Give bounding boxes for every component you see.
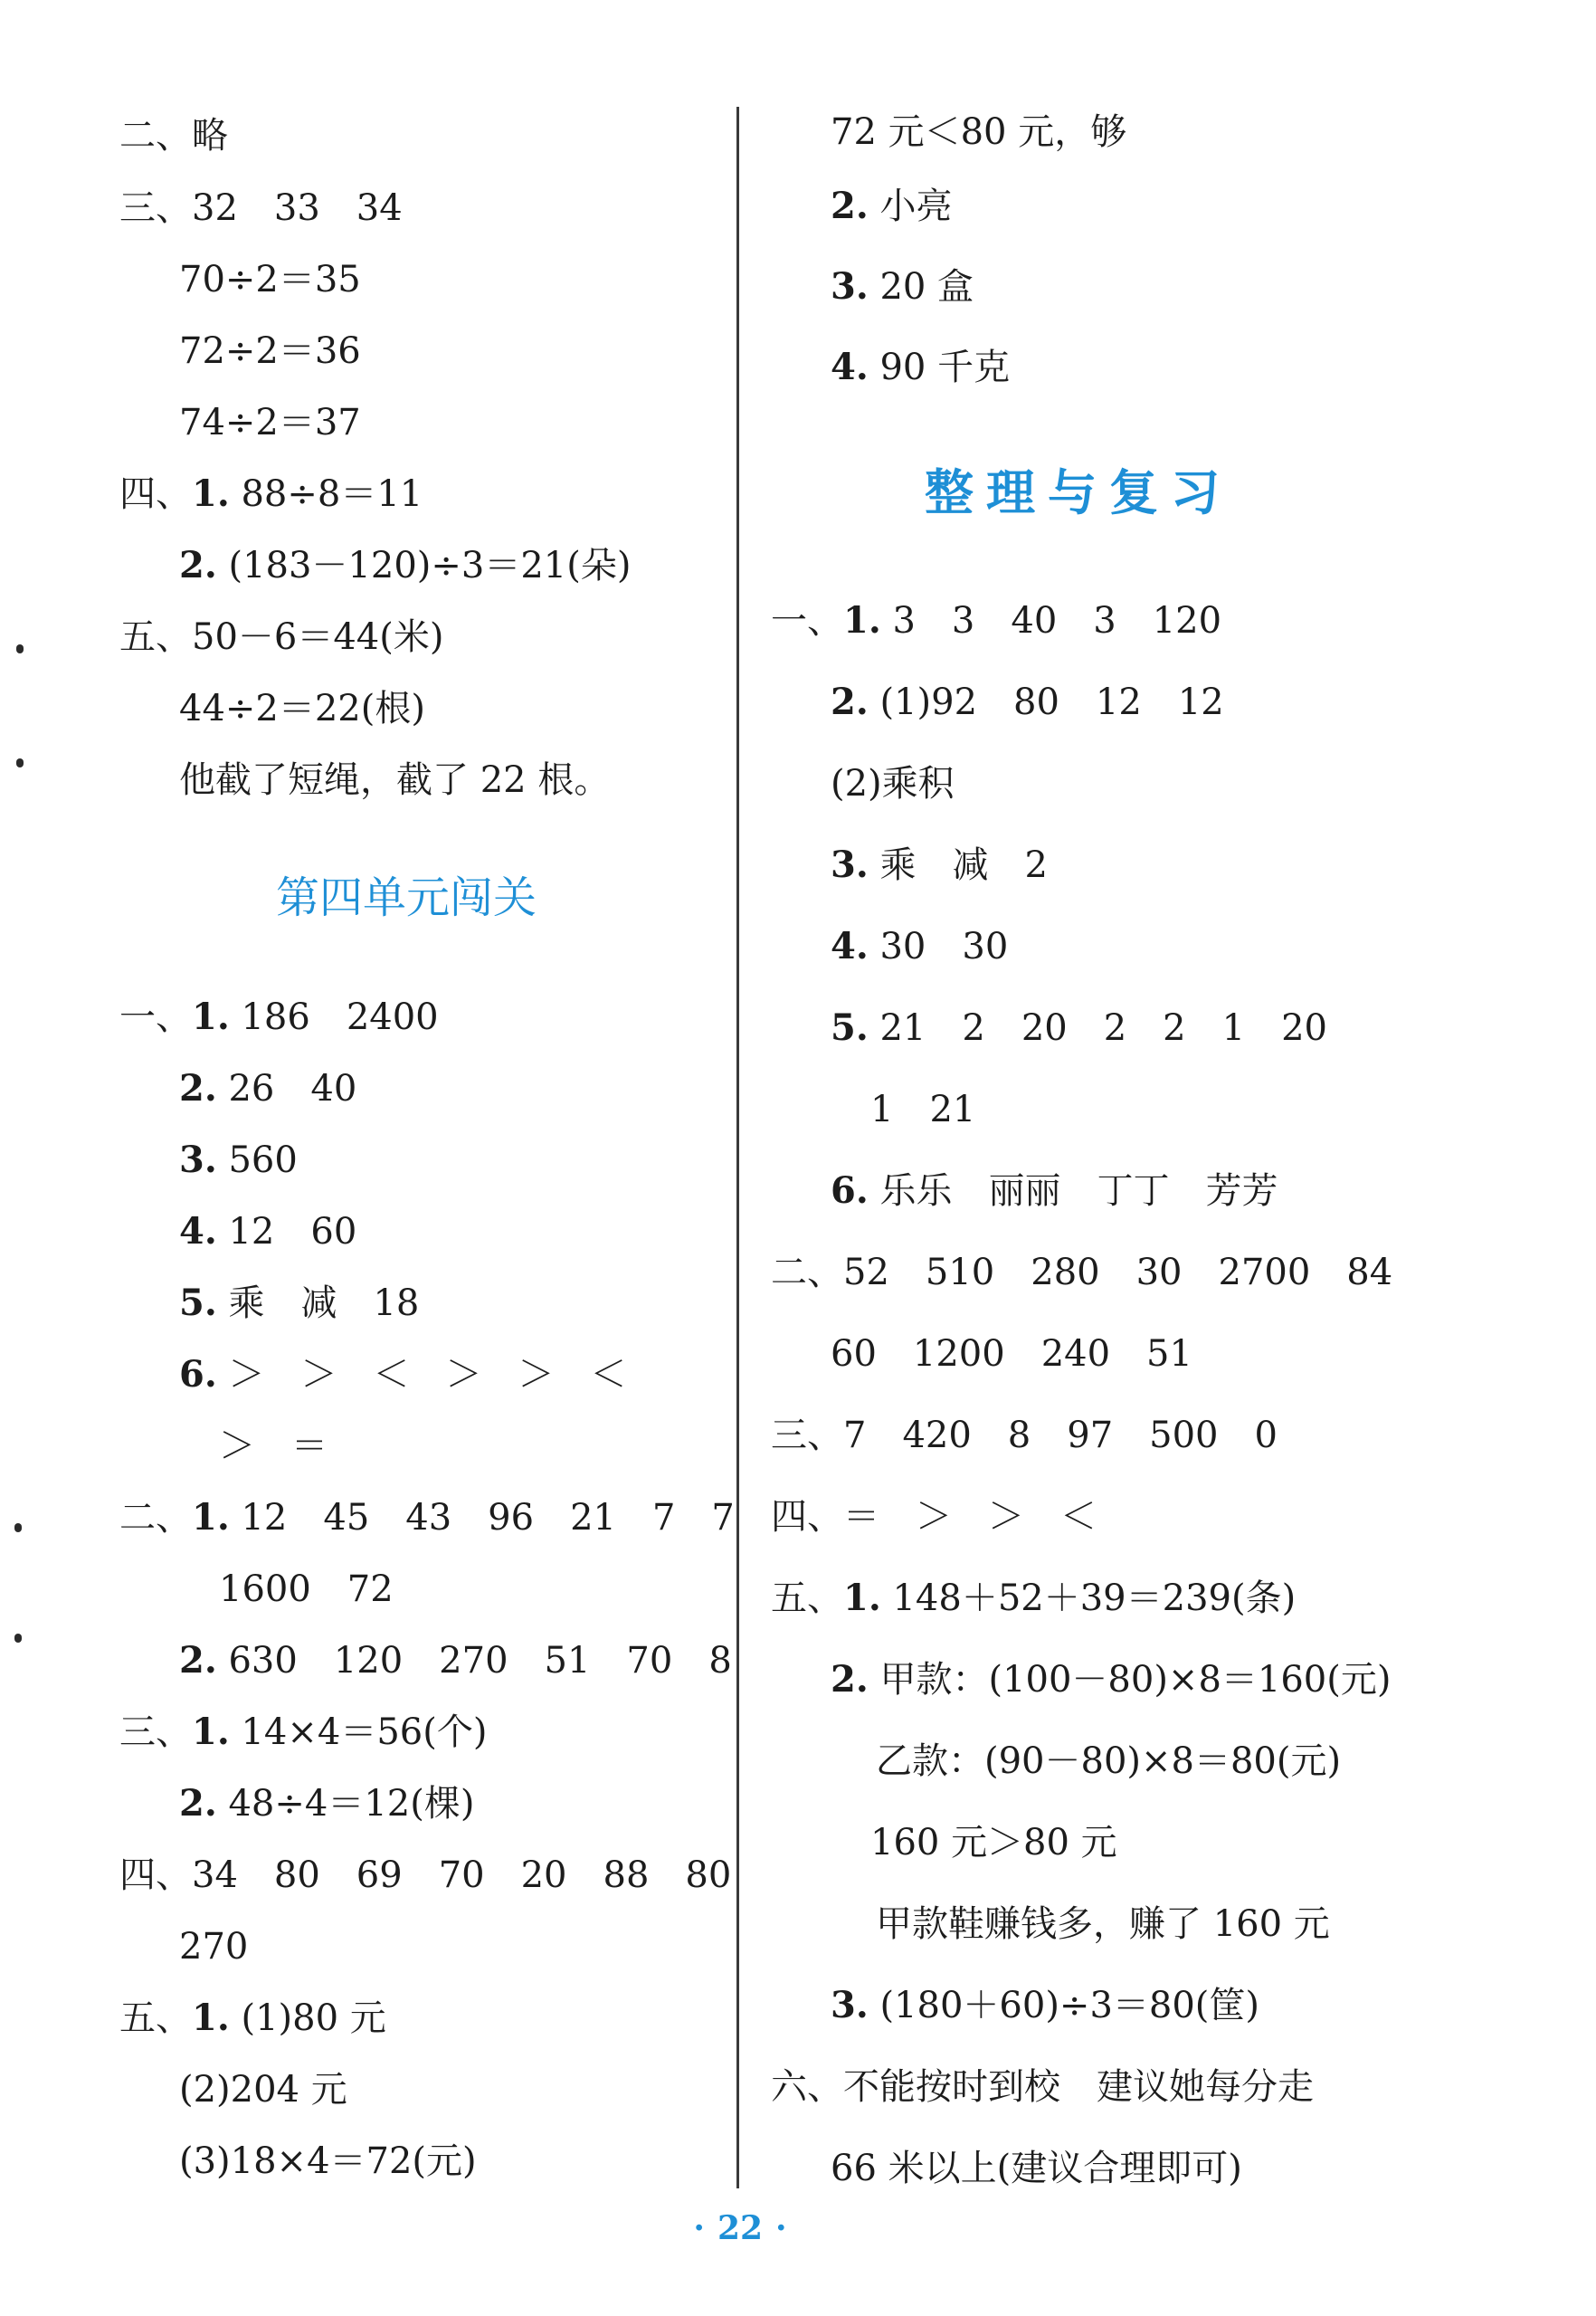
right-line-21: 甲款鞋赚钱多，赚了 160 元 [876,1903,1330,1945]
left-line-14: 4. 12 60 [179,1210,357,1253]
left-line-27: (3)18×4＝72(元) [179,2140,477,2182]
left-line-23: 四、34 80 69 70 20 88 80 [119,1854,732,1896]
right-line-2: 2. 小亮 [831,185,953,227]
right-line-4: 4. 90 千克 [831,346,1011,388]
left-line-16: 6. ＞ ＞ ＜ ＞ ＞ ＜ [179,1353,627,1396]
left-line-6: 四、1. 88÷8＝11 [119,472,423,515]
scan-speck [16,758,24,767]
page-number [677,2206,803,2250]
footer-dot-right: · [775,2209,787,2247]
left-line-11: 一、1. 186 2400 [119,996,439,1038]
right-line-14: 60 1200 240 51 [831,1333,1192,1375]
right-line-3: 3. 20 盒 [831,265,974,308]
footer-dot-left: · [693,2209,705,2247]
right-line-8: 3. 乘 减 2 [831,843,1048,886]
left-line-2: 三、32 33 34 [119,187,403,229]
left-line-19: 1600 72 [219,1568,394,1610]
left-line-8: 五、50－6＝44(米) [119,616,444,658]
right-line-1: 72 元＜80 元，够 [831,111,1127,153]
scan-speck [14,1523,22,1532]
left-line-20: 2. 630 120 270 51 70 8 [179,1639,732,1682]
left-line-9: 44÷2＝22(根) [179,688,425,729]
right-line-7: (2)乘积 [831,763,955,805]
left-line-24: 270 [179,1926,249,1968]
section-title-review: 整理与复习 [925,464,1232,521]
right-line-18: 2. 甲款：(100－80)×8＝160(元) [831,1658,1392,1701]
right-line-15: 三、7 420 8 97 500 0 [771,1415,1278,1456]
right-line-24: 66 米以上(建议合理即可) [831,2148,1242,2189]
right-line-17: 五、1. 148＋52＋39＝239(条) [771,1577,1297,1619]
scan-speck [16,644,24,653]
left-line-3: 70÷2＝35 [179,259,361,300]
left-line-1: 二、略 [119,115,228,157]
left-line-17: ＞ ＝ [219,1425,328,1467]
right-line-16: 四、＝ ＞ ＞ ＜ [771,1496,1097,1538]
right-line-11: 1 21 [870,1089,976,1130]
right-line-12: 6. 乐乐 丽丽 丁丁 芳芳 [831,1169,1278,1212]
page-number-value: 22 [717,2209,764,2247]
right-line-5: 一、1. 3 3 40 3 120 [771,599,1222,642]
right-line-19: 乙款：(90－80)×8＝80(元) [876,1740,1342,1782]
left-line-13: 3. 560 [179,1139,298,1181]
right-line-10: 5. 21 2 20 2 2 1 20 [831,1006,1327,1049]
right-line-6: 2. (1)92 80 12 12 [831,681,1224,723]
right-line-13: 二、52 510 280 30 2700 84 [771,1252,1393,1293]
right-line-22: 3. (180＋60)÷3＝80(筐) [831,1984,1260,2026]
left-line-21: 三、1. 14×4＝56(个) [119,1711,488,1753]
right-line-9: 4. 30 30 [831,925,1009,967]
right-line-23: 六、不能按时到校 建议她每分走 [771,2066,1314,2108]
left-line-4: 72÷2＝36 [179,330,361,372]
left-line-5: 74÷2＝37 [179,402,361,443]
right-line-20: 160 元＞80 元 [870,1822,1117,1863]
left-line-7: 2. (183－120)÷3＝21(朵) [179,544,632,586]
left-line-26: (2)204 元 [179,2069,347,2111]
column-divider [736,107,739,2188]
section-title-unit4: 第四单元闯关 [276,872,537,923]
scan-speck [14,1634,22,1643]
left-line-18: 二、1. 12 45 43 96 21 7 7 [119,1496,735,1539]
left-line-10: 他截了短绳，截了 22 根。 [179,759,611,801]
left-line-12: 2. 26 40 [179,1067,357,1110]
left-line-15: 5. 乘 减 18 [179,1282,420,1324]
left-line-22: 2. 48÷4＝12(棵) [179,1782,475,1825]
left-line-25: 五、1. (1)80 元 [119,1997,386,2039]
